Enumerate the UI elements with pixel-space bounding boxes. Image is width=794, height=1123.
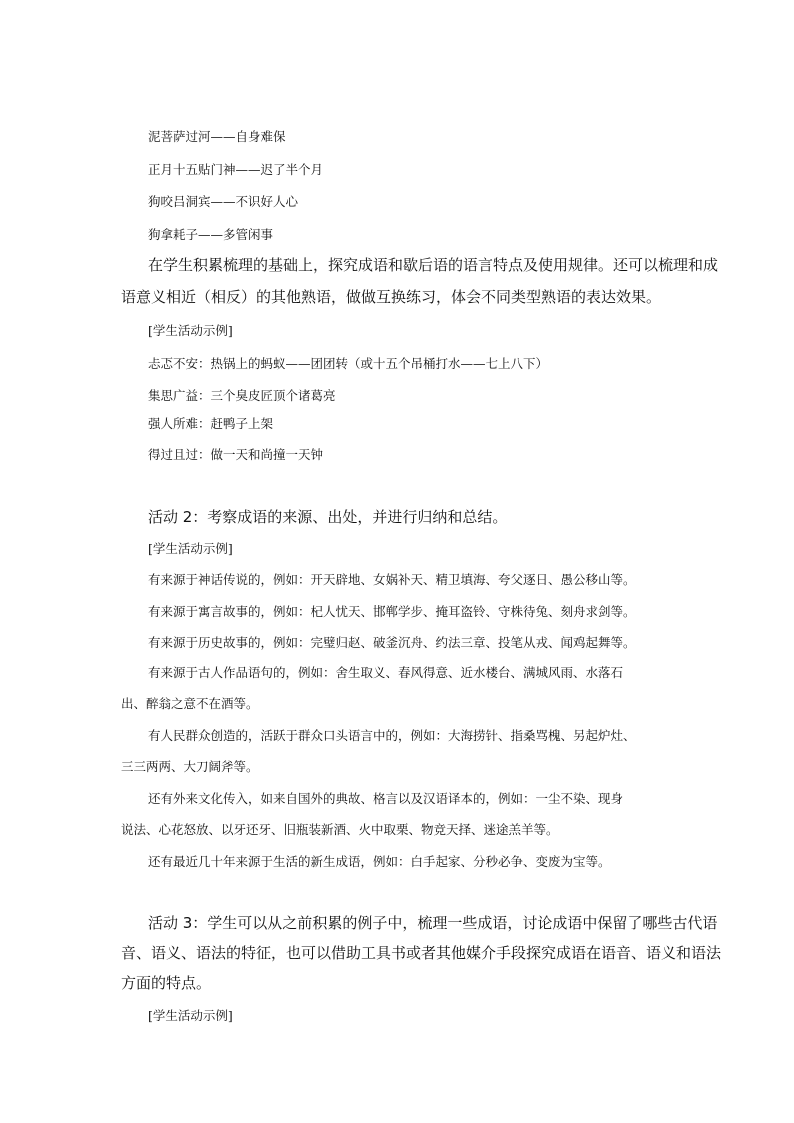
example-heading-1: [学生活动示例] [148,323,233,338]
source-line-1: 有来源于神话传说的，例如：开天辟地、女娲补天、精卫填海、夸父逐日、愚公移山等。 [148,572,636,587]
example-1-line-3: 强人所难：赶鸭子上架 [148,416,274,431]
source-line-3: 有来源于历史故事的，例如：完璧归赵、破釜沉舟、约法三章、投笔从戎、闻鸡起舞等。 [148,635,636,650]
activity-2-title: 活动 2：考察成语的来源、出处，并进行归纳和总结。 [148,508,508,526]
activity-3-line-1: 活动 3：学生可以从之前积累的例子中，梳理一些成语，讨论成语中保留了哪些古代语 [148,914,718,932]
source-line-4: 有来源于古人作品语句的，例如：舍生取义、春风得意、近水楼台、满城风雨、水落石 [148,665,624,680]
source-line-7: 三三两两、大刀阔斧等。 [121,759,259,774]
paragraph-1-line-2: 语意义相近（相反）的其他熟语，做做互换练习，体会不同类型熟语的表达效果。 [121,288,662,306]
source-line-2: 有来源于寓言故事的，例如：杞人忧天、邯郸学步、掩耳盗铃、守株待兔、刻舟求剑等。 [148,604,636,619]
activity-3-line-2: 音、语义、语法的特征，也可以借助工具书或者其他媒介手段探究成语在语音、语义和语法 [121,944,722,962]
paragraph-1-line-1: 在学生积累梳理的基础上，探究成语和歇后语的语言特点及使用规律。还可以梳理和成 [148,256,719,274]
xiehouyu-line-3: 狗咬吕洞宾——不识好人心 [148,194,299,209]
source-line-8: 还有外来文化传入，如来自国外的典故、格言以及汉语译本的，例如：一尘不染、现身 [148,791,624,806]
example-1-line-1: 忐忑不安：热锅上的蚂蚁——团团转（或十五个吊桶打水——七上八下） [148,356,549,371]
activity-3-line-3: 方面的特点。 [121,974,212,992]
xiehouyu-line-1: 泥菩萨过河——自身难保 [148,129,286,144]
example-1-line-2: 集思广益：三个臭皮匠顶个诸葛亮 [148,388,336,403]
source-line-5: 出、醉翁之意不在酒等。 [121,696,259,711]
example-heading-2: [学生活动示例] [148,541,233,556]
source-line-9: 说法、心花怒放、以牙还牙、旧瓶装新酒、火中取栗、物竞天择、迷途羔羊等。 [121,822,559,837]
source-line-6: 有人民群众创造的，活跃于群众口头语言中的，例如：大海捞针、指桑骂槐、另起炉灶、 [148,728,636,743]
xiehouyu-line-2: 正月十五贴门神——迟了半个月 [148,162,324,177]
example-1-line-4: 得过且过：做一天和尚撞一天钟 [148,447,324,462]
xiehouyu-line-4: 狗拿耗子——多管闲事 [148,227,274,242]
source-line-10: 还有最近几十年来源于生活的新生成语，例如：白手起家、分秒必争、变废为宝等。 [148,854,611,869]
example-heading-3: [学生活动示例] [148,1008,233,1023]
